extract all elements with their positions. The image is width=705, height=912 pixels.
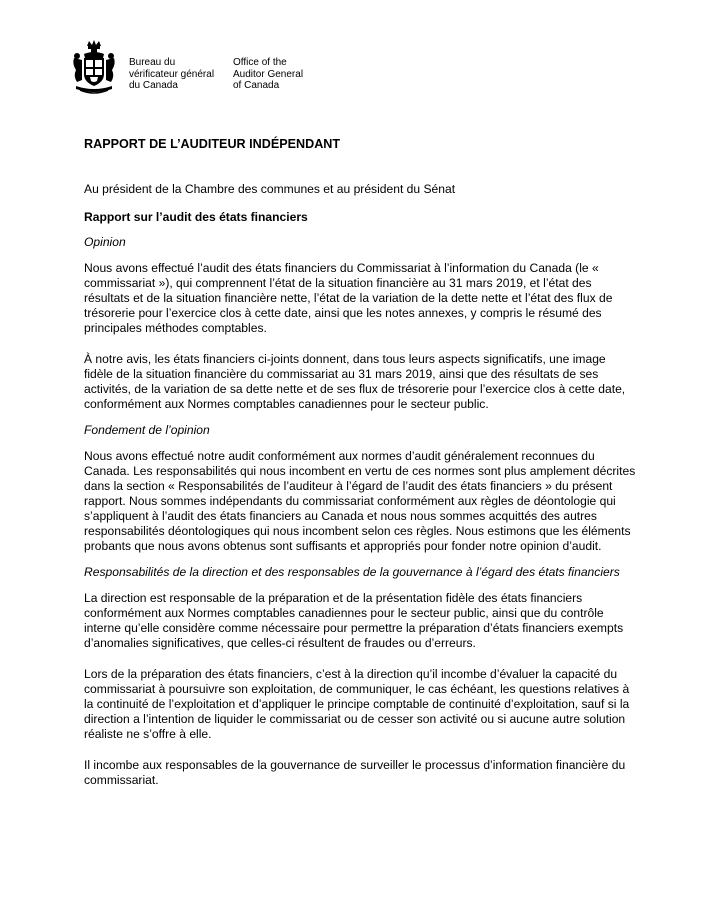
paragraph: Lors de la préparation des états financiers, c’est à la direction qu’il incombe d’évaluer la capacité du commissariat à poursuivre son exploitation, de communiquer, le cas échéant, les questions relatives à la continuité de l’exploitation et d’appliquer le principe comptable de continuité d’exploitation, sauf si la direction a l’intention de liquider le commissariat ou de cesser son activité ou si aucune autre solution réaliste ne s’offre à elle.	[84, 667, 630, 741]
paragraph: La direction est responsable de la préparation et de la présentation fidèle des états financiers conformément aux Normes comptables canadiennes pour le secteur public, ainsi que du contrôle interne qu’elle considère comme nécessaire pour permettre la préparation d’états financiers exempts d’anomalies significatives, que celles-ci résultent de fraudes ou d’erreurs.	[84, 591, 624, 650]
report-body	[84, 137, 636, 804]
subheading-basis-for-opinion: Fondement de l’opinion	[84, 423, 210, 437]
subheading-opinion: Opinion	[84, 235, 126, 249]
section-title: Rapport sur l’audit des états financiers	[84, 210, 308, 224]
paragraph: Il incombe aux responsables de la gouvernance de surveiller le processus d’information financière du commissariat.	[84, 758, 626, 787]
report-title: RAPPORT DE L’AUDITEUR INDÉPENDANT	[84, 137, 341, 151]
letterhead	[70, 40, 370, 100]
paragraph: À notre avis, les états financiers ci-joints donnent, dans tous leurs aspects significatifs, une image fidèle de la situation financière du commissariat au 31 mars 2019, ainsi que des résultats de ses activités, de la variation de sa dette nette et de ses flux de trésorerie pour l’exercice clos à cette date, conformément aux Normes comptables canadiennes pour le secteur public.	[84, 352, 626, 411]
org-name-english: Office of the Auditor General of Canada	[233, 57, 304, 91]
addressee: Au président de la Chambre des communes et au président du Sénat	[84, 182, 456, 196]
coat-of-arms-icon	[70, 40, 118, 96]
paragraph: Nous avons effectué notre audit conformément aux normes d’audit généralement reconnues du Canada. Les responsabilités qui nous incombent en vertu de ces normes sont plus amplement décrites dans la section « Responsabilités de l’auditeur à l’égard de l’audit des états financiers » du présent rapport. Nous sommes indépendants du commissariat conformément aux règles de déontologie qui s’appliquent à l’audit des états financiers au Canada et nous nous sommes acquittés des autres responsabilités déontologiques qui nous incombent selon ces règles. Nous estimons que les éléments probants que nous avons obtenus sont suffisants et appropriés pour fonder notre opinion d’audit.	[84, 449, 636, 553]
org-name-french: Bureau du vérificateur général du Canada	[129, 57, 215, 91]
paragraph: Nous avons effectué l’audit des états financiers du Commissariat à l’information du Canada (le « commissariat »), qui comprennent l’état de la situation financière au 31 mars 2019, et l’état des résultats et de la situation financière nette, l’état de la variation de la dette nette et l’état des flux de trésorerie pour l’exercice clos à cette date, ainsi que les notes annexes, y compris le résumé des principales méthodes comptables.	[84, 261, 613, 335]
subheading-management-responsibilities: Responsabilités de la direction et des responsables de la gouvernance à l’égard des états financiers	[84, 565, 620, 579]
